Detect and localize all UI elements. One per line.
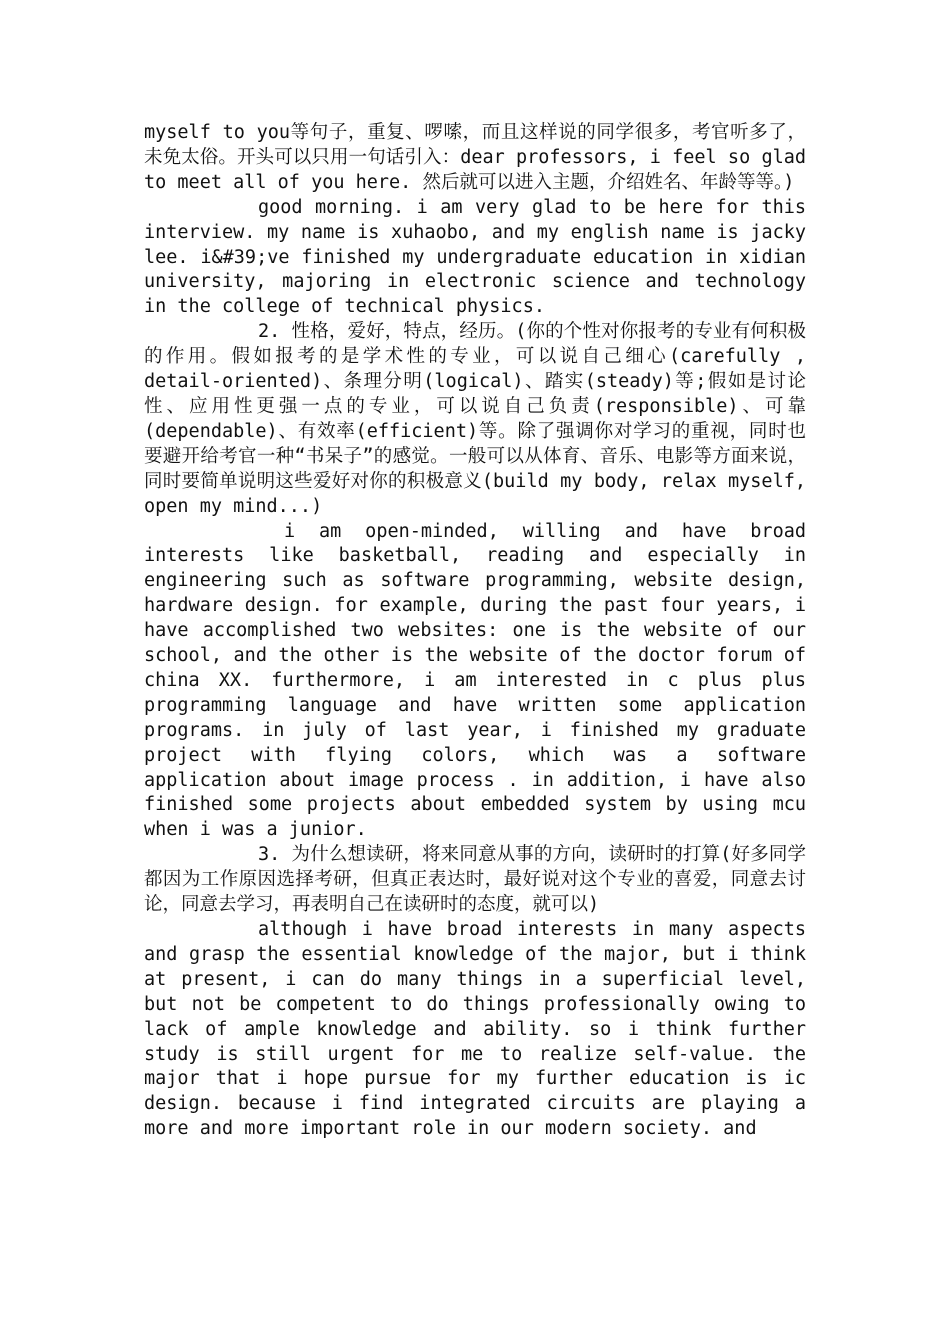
paragraph-personality-answer: i am open-minded, willing and have broad interests like basketball, reading and especially in engineering such as software programming, website design, hardware design. for example, during the past four years, i have accomplished two websites: one is the website of our school, and the other is the website of the doctor forum of china XX. furthermore, i am interested in c plus plus programming language and have written some application programs. in july of last year, i finished my graduate project with flying colors, which was a software application about image process . in addition, i have also finished some projects about embedded system by using mcu when i was a junior.	[144, 520, 806, 841]
paragraph-graduate-study-heading: 3. 为什么想读研，将来同意从事的方向，读研时的打算(好多同学都因为工作原因选择考研，但真正表达时，最好说对这个专业的喜爱，同意去讨论，同意去学习，再表明自己在读研时的态度，就可以)	[144, 844, 806, 916]
paragraph-self-introduction: good morning. i am very glad to be here for this interview. my name is xuhaobo, and my english name is jacky lee. i&#39;ve finished my undergraduate education in xidian university, majoring in electronic science and technology in the college of technical physics.	[144, 196, 806, 318]
paragraph-graduate-study-answer: although i have broad interests in many aspects and grasp the essential knowledge of the major, but i think at present, i can do many things in a superficial level, but not be competent to do things professionally owing to lack of ample knowledge and ability. so i think further study is still urgent for me to realize self-value. the major that i hope pursue for my further education is ic design. because i find integrated circuits are playing a more and more important role in our modern society. and	[144, 919, 806, 1140]
paragraph-personality-heading: 2. 性格，爱好，特点，经历。(你的个性对你报考的专业有何积极的作用。假如报考的是学术性的专业，可以说自己细心(carefully , detail-oriented)、条理分明(logical)、踏实(steady)等;假如是讨论性、应用性更强一点的专业，可以说自己负责(responsible)、可靠(dependable)、有效率(efficient)等。除了强调你对学习的重视，同时也要避开给考官一种“书呆子”的感觉。一般可以从体育、音乐、电影等方面来说，同时要简单说明这些爱好对你的积极意义(build my body, relax myself, open my mind...)	[144, 321, 806, 517]
paragraph-intro-note: myself to you等句子，重复、啰嗦，而且这样说的同学很多，考官听多了，未免太俗。开头可以只用一句话引入：dear professors, i feel so glad to meet all of you here. 然后就可以进入主题，介绍姓名、年龄等等。)	[144, 122, 806, 193]
document-page	[144, 121, 806, 1142]
